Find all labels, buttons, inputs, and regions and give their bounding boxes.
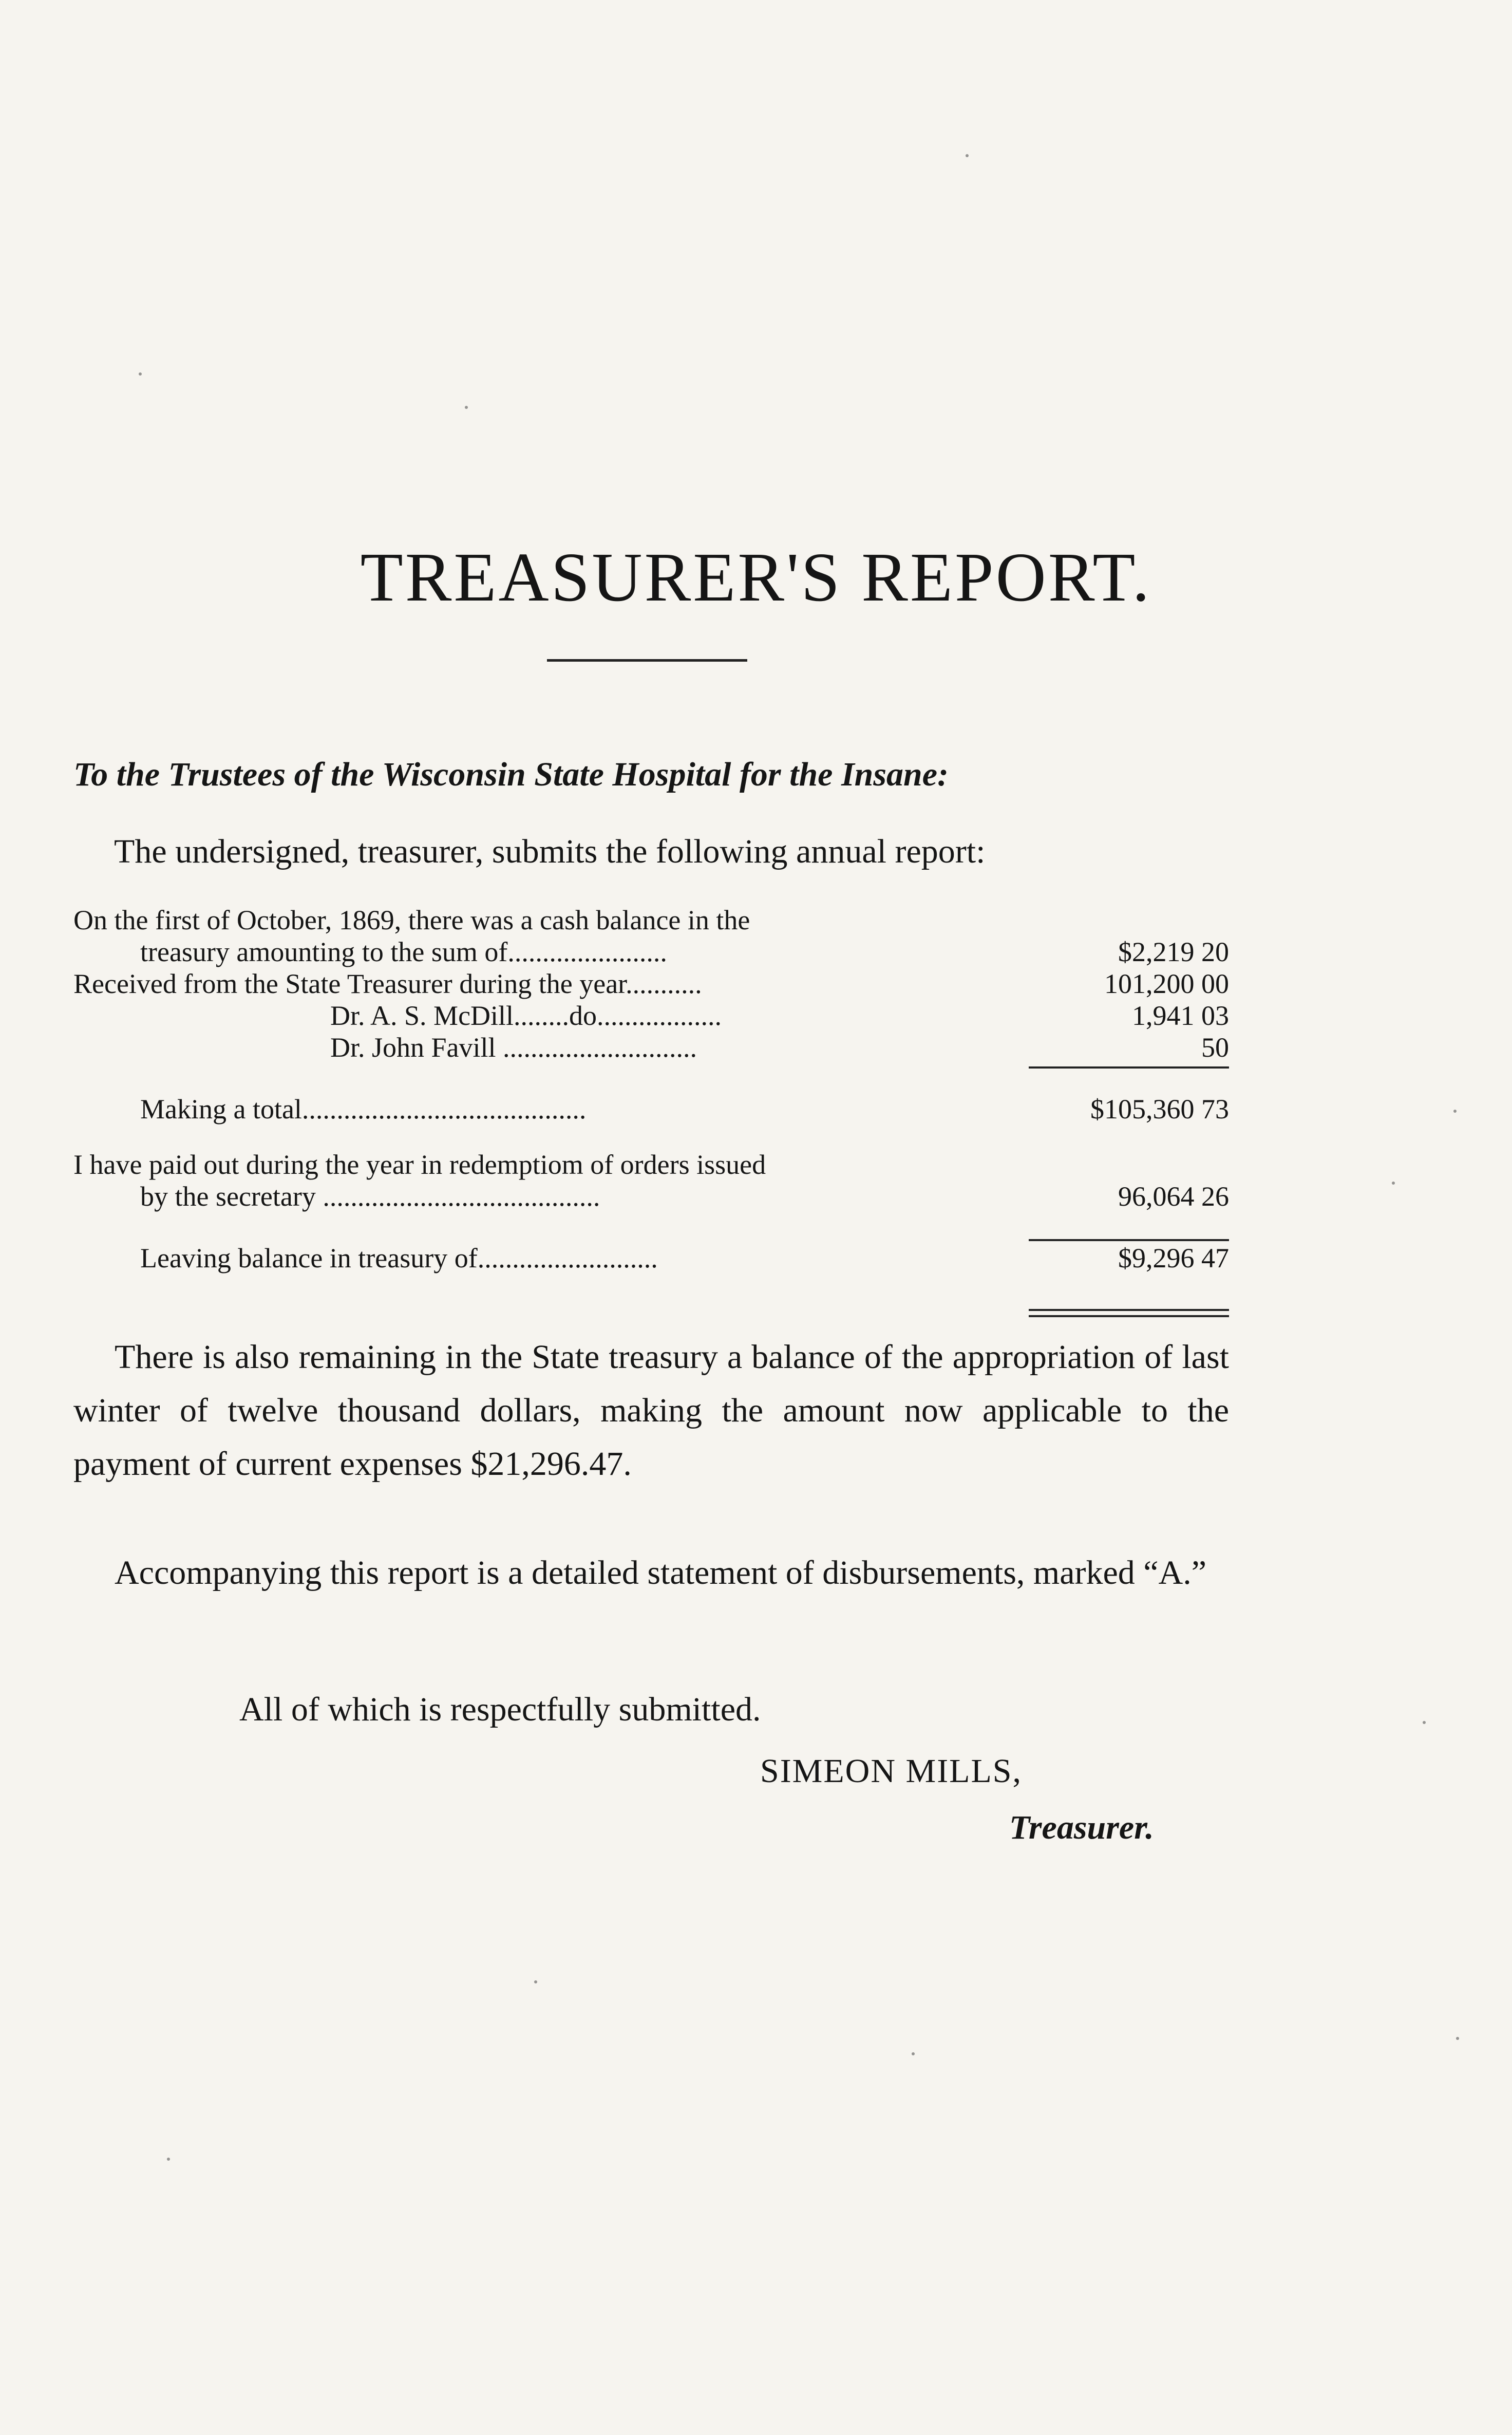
ledger-text: treasury amounting to the sum of....................... <box>140 936 667 967</box>
double-rule-top <box>1029 1309 1229 1311</box>
double-rule-bottom <box>1029 1315 1229 1317</box>
ledger-amount: 1,941 03 <box>1132 1000 1229 1031</box>
ledger-text: Leaving balance in treasury of.......................... <box>140 1243 658 1273</box>
ledger-table <box>73 904 1229 1274</box>
ledger-amount: $105,360 73 <box>1090 1094 1229 1125</box>
ledger-row <box>73 1032 1229 1063</box>
ledger-text: Making a total......................................... <box>140 1094 587 1125</box>
paragraph-accompanying: Accompanying this report is a detailed statement of disbursements, marked “A.” <box>115 1554 1207 1591</box>
print-speck <box>534 1980 537 1983</box>
ledger-row <box>73 968 1229 1000</box>
ledger-text: Dr. John Favill ............................ <box>330 1032 697 1063</box>
salutation: To the Trustees of the Wisconsin State Hospital for the Insane: <box>73 756 949 793</box>
print-speck <box>1423 1721 1426 1724</box>
closing-line: All of which is respectfully submitted. <box>239 1691 761 1728</box>
ledger-text: On the first of October, 1869, there was a cash balance in the <box>73 905 750 935</box>
ledger-row <box>73 904 1229 936</box>
ledger-total-row <box>73 1093 1229 1125</box>
ledger-text: Received from the State Treasurer during the year........... <box>73 968 702 999</box>
ledger-balance-row <box>73 1242 1229 1274</box>
ledger-row <box>73 1000 1229 1032</box>
print-speck <box>912 2052 915 2055</box>
signer-name: SIMEON MILLS, <box>760 1752 1023 1790</box>
sum-rule <box>1029 1239 1229 1241</box>
intro-line: The undersigned, treasurer, submits the following annual report: <box>114 833 986 870</box>
paragraph-remaining-balance: There is also remaining in the State treasury a balance of the appropriation of last winter of twelve thousand dollars, making the amount now applicable to the payment of current expenses $21,296.47. <box>73 1338 1229 1483</box>
signer-title: Treasurer. <box>1009 1809 1154 1846</box>
ledger-text: Dr. A. S. McDill........do.................. <box>330 1000 722 1031</box>
ledger-amount: 96,064 26 <box>1118 1181 1229 1212</box>
ledger-amount: 101,200 00 <box>1104 968 1229 999</box>
ledger-row <box>73 1149 1229 1181</box>
page-title: TREASURER'S REPORT. <box>360 539 1152 616</box>
ledger-text: by the secretary ........................................ <box>140 1181 600 1212</box>
ledger-text: I have paid out during the year in redemptiom of orders issued <box>73 1149 766 1180</box>
print-speck <box>167 2158 170 2161</box>
print-speck <box>1392 1182 1395 1185</box>
ledger-amount: $9,296 47 <box>1118 1243 1229 1273</box>
ledger-row <box>73 936 1229 968</box>
ledger-row <box>73 1181 1229 1212</box>
print-speck <box>139 372 142 376</box>
ledger-amount: $2,219 20 <box>1118 936 1229 967</box>
print-speck <box>1453 1110 1457 1113</box>
print-speck <box>465 406 468 409</box>
print-speck <box>1456 2037 1459 2040</box>
title-divider <box>547 659 747 662</box>
print-speck <box>966 154 969 157</box>
sum-rule <box>1029 1066 1229 1069</box>
ledger-amount: 50 <box>1201 1032 1229 1063</box>
